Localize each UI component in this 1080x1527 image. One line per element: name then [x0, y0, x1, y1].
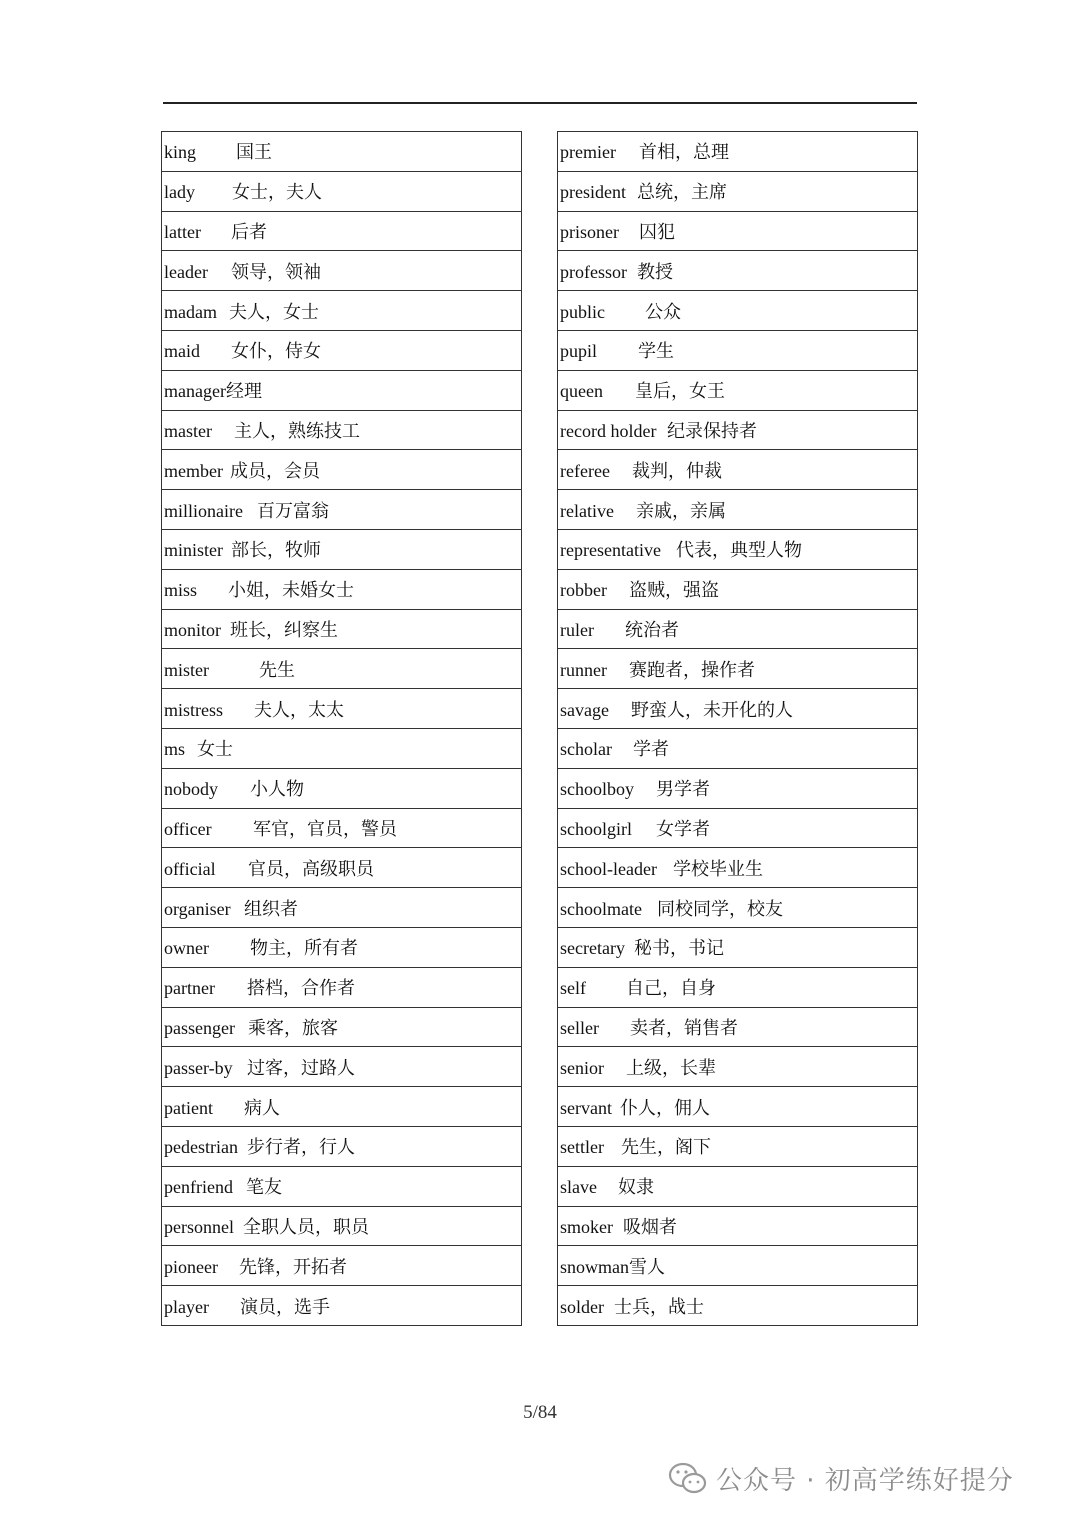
vocab-cell: [162, 330, 522, 370]
chinese-meaning: 雪人: [629, 1256, 665, 1278]
english-word: senior: [560, 1057, 604, 1078]
vocab-cell: [558, 370, 918, 410]
table-row: [558, 490, 918, 530]
chinese-meaning: 官员，高级职员: [248, 858, 374, 880]
chinese-meaning: 盗贼，强盗: [629, 580, 719, 602]
english-word: secretary: [560, 938, 625, 959]
english-word: passenger: [164, 1017, 235, 1038]
english-word: latter: [164, 221, 201, 242]
table-row: [558, 609, 918, 649]
chinese-meaning: 搭档，合作者: [247, 978, 355, 1000]
chinese-meaning: 夫人，女士: [229, 301, 319, 323]
table-row: [162, 450, 522, 490]
chinese-meaning: 秘书，书记: [634, 938, 724, 960]
english-word: schoolmate: [560, 898, 642, 919]
vocab-cell: [162, 529, 522, 569]
vocab-cell: [162, 450, 522, 490]
vocab-cell: [558, 808, 918, 848]
vocab-cell: [558, 569, 918, 609]
english-word: mister: [164, 659, 209, 680]
english-word: manager: [164, 381, 226, 402]
english-word: referee: [560, 460, 610, 481]
vocab-cell: [162, 927, 522, 967]
chinese-meaning: 学校毕业生: [673, 858, 763, 880]
chinese-meaning: 全职人员，职员: [243, 1216, 369, 1238]
table-row: [162, 728, 522, 768]
vocab-cell: [558, 330, 918, 370]
chinese-meaning: 病人: [244, 1097, 280, 1119]
chinese-meaning: 步行者，行人: [247, 1137, 355, 1159]
table-row: [162, 291, 522, 331]
vocab-cell: [558, 291, 918, 331]
english-word: smoker: [560, 1216, 613, 1237]
table-row: [558, 689, 918, 729]
english-word: ms: [164, 739, 186, 760]
english-word: savage: [560, 699, 609, 720]
chinese-meaning: 主人，熟练技工: [234, 420, 360, 442]
table-row: [558, 808, 918, 848]
chinese-meaning: 女士，夫人: [232, 182, 322, 204]
english-word: nobody: [164, 779, 218, 800]
english-word: mistress: [164, 699, 224, 720]
table-row: [558, 569, 918, 609]
english-word: school-leader: [560, 858, 657, 879]
chinese-meaning: 教授: [637, 261, 673, 283]
table-row: [558, 1206, 918, 1246]
table-row: [558, 1047, 918, 1087]
chinese-meaning: 吸烟者: [623, 1216, 677, 1238]
english-word: robber: [560, 580, 607, 601]
english-word: official: [164, 858, 216, 879]
chinese-meaning: 野蛮人，未开化的人: [631, 699, 793, 721]
english-word: settler: [560, 1137, 604, 1158]
table-row: [558, 330, 918, 370]
table-row: [162, 1087, 522, 1127]
vocab-table-right: [557, 131, 918, 1326]
wechat-icon: [668, 1462, 708, 1496]
vocab-cell: [162, 171, 522, 211]
vocab-cell: [162, 888, 522, 928]
table-row: [162, 370, 522, 410]
english-word: slave: [560, 1177, 597, 1198]
english-word: master: [164, 420, 212, 441]
table-row: [162, 888, 522, 928]
vocab-cell: [558, 211, 918, 251]
english-word: relative: [560, 500, 614, 521]
table-row: [558, 1126, 918, 1166]
chinese-meaning: 国王: [236, 142, 272, 164]
vocab-cell: [162, 569, 522, 609]
table-row: [558, 649, 918, 689]
watermark-text: 公众号 · 初高学练好提分: [716, 1466, 1014, 1496]
vocab-cell: [162, 1007, 522, 1047]
chinese-meaning: 部长，牧师: [231, 540, 321, 562]
vocab-cell: [558, 768, 918, 808]
chinese-meaning: 亲戚，亲属: [636, 500, 726, 522]
vocab-cell: [558, 1047, 918, 1087]
chinese-meaning: 赛跑者，操作者: [629, 659, 755, 681]
table-row: [162, 1206, 522, 1246]
table-row: [558, 370, 918, 410]
vocab-cell: [558, 490, 918, 530]
table-row: [558, 1246, 918, 1286]
table-row: [162, 1286, 522, 1326]
vocab-cell: [162, 370, 522, 410]
english-word: schoolboy: [560, 779, 634, 800]
chinese-meaning: 代表，典型人物: [676, 540, 802, 562]
vocab-cell: [162, 490, 522, 530]
table-row: [162, 569, 522, 609]
vocab-cell: [558, 609, 918, 649]
chinese-meaning: 小姐，未婚女士: [228, 580, 354, 602]
chinese-meaning: 军官，官员，警员: [253, 818, 397, 840]
page-number: 5/84: [523, 1402, 557, 1423]
chinese-meaning: 女学者: [656, 818, 710, 840]
english-word: queen: [560, 381, 603, 402]
table-row: [558, 1166, 918, 1206]
watermark: [668, 1460, 1014, 1497]
chinese-meaning: 先生: [259, 659, 295, 681]
english-word: public: [560, 301, 605, 322]
table-row: [162, 649, 522, 689]
table-row: [162, 689, 522, 729]
table-row: [558, 291, 918, 331]
chinese-meaning: 夫人，太太: [254, 699, 344, 721]
table-row: [558, 410, 918, 450]
english-word: organiser: [164, 898, 231, 919]
english-word: patient: [164, 1097, 213, 1118]
english-word: servant: [560, 1097, 612, 1118]
chinese-meaning: 男学者: [656, 779, 710, 801]
table-row: [558, 768, 918, 808]
chinese-meaning: 首相，总理: [639, 142, 729, 164]
vocab-cell: [162, 1206, 522, 1246]
table-row: [558, 529, 918, 569]
chinese-meaning: 女士: [197, 739, 233, 761]
vocab-cell: [162, 808, 522, 848]
chinese-meaning: 卖者，销售者: [630, 1017, 738, 1039]
english-word: leader: [164, 261, 208, 282]
table-row: [558, 171, 918, 211]
chinese-meaning: 囚犯: [639, 221, 675, 243]
vocab-cell: [558, 1007, 918, 1047]
vocab-table-left: [161, 131, 522, 1326]
english-word: monitor: [164, 619, 221, 640]
english-word: president: [560, 182, 626, 203]
chinese-meaning: 学者: [633, 739, 669, 761]
table-row: [162, 1007, 522, 1047]
table-row: [558, 927, 918, 967]
english-word: lady: [164, 182, 195, 203]
table-row: [162, 1126, 522, 1166]
chinese-meaning: 领导，领袖: [231, 261, 321, 283]
vocab-cell: [162, 689, 522, 729]
english-word: personnel: [164, 1216, 234, 1237]
vocab-cell: [558, 1126, 918, 1166]
chinese-meaning: 裁判，仲裁: [632, 460, 722, 482]
table-row: [558, 251, 918, 291]
chinese-meaning: 奴隶: [618, 1177, 654, 1199]
vocab-cell: [162, 649, 522, 689]
header-rule: [163, 102, 917, 104]
vocab-cell: [162, 1166, 522, 1206]
chinese-meaning: 过客，过路人: [247, 1057, 355, 1079]
chinese-meaning: 皇后，女王: [635, 381, 725, 403]
english-word: professor: [560, 261, 627, 282]
vocab-cell: [558, 728, 918, 768]
vocab-cell: [558, 1206, 918, 1246]
english-word: penfriend: [164, 1177, 233, 1198]
table-row: [162, 490, 522, 530]
table-row: [162, 211, 522, 251]
english-word: owner: [164, 938, 209, 959]
chinese-meaning: 物主，所有者: [250, 938, 358, 960]
vocab-cell: [558, 1166, 918, 1206]
vocab-cell: [558, 888, 918, 928]
chinese-meaning: 先生，阁下: [621, 1137, 711, 1159]
vocab-cell: [162, 1126, 522, 1166]
table-row: [558, 211, 918, 251]
english-word: runner: [560, 659, 607, 680]
vocab-cell: [162, 251, 522, 291]
vocab-cell: [162, 132, 522, 172]
table-row: [558, 888, 918, 928]
table-row: [558, 450, 918, 490]
table-row: [162, 251, 522, 291]
vocab-cell: [162, 728, 522, 768]
table-row: [558, 132, 918, 172]
english-word: partner: [164, 978, 215, 999]
english-word: record holder: [560, 420, 657, 441]
chinese-meaning: 班长，纠察生: [230, 619, 338, 641]
english-word: madam: [164, 301, 217, 322]
table-row: [558, 1087, 918, 1127]
chinese-meaning: 后者: [231, 221, 267, 243]
chinese-meaning: 纪录保持者: [667, 420, 757, 442]
table-row: [162, 529, 522, 569]
chinese-meaning: 小人物: [250, 779, 304, 801]
chinese-meaning: 统治者: [625, 619, 679, 641]
chinese-meaning: 女仆，侍女: [231, 341, 321, 363]
english-word: ruler: [560, 619, 594, 640]
chinese-meaning: 自己，自身: [626, 978, 716, 1000]
table-row: [558, 1007, 918, 1047]
english-word: player: [164, 1296, 209, 1317]
table-row: [162, 609, 522, 649]
vocab-cell: [162, 1286, 522, 1326]
english-word: pioneer: [164, 1256, 218, 1277]
english-word: millionaire: [164, 500, 243, 521]
vocab-cell: [162, 967, 522, 1007]
vocab-cell: [162, 768, 522, 808]
english-word: self: [560, 978, 586, 999]
vocab-cell: [558, 848, 918, 888]
english-word: king: [164, 142, 197, 163]
vocab-cell: [162, 1047, 522, 1087]
chinese-meaning: 成员，会员: [230, 460, 320, 482]
vocab-cell: [558, 529, 918, 569]
table-row: [558, 967, 918, 1007]
table-row: [162, 967, 522, 1007]
table-row: [558, 728, 918, 768]
table-row: [558, 1286, 918, 1326]
vocab-cell: [558, 171, 918, 211]
table-row: [162, 768, 522, 808]
english-word: officer: [164, 818, 212, 839]
chinese-meaning: 学生: [638, 341, 674, 363]
vocab-cell: [558, 1286, 918, 1326]
vocab-cell: [558, 689, 918, 729]
vocab-cell: [558, 1246, 918, 1286]
chinese-meaning: 组织者: [244, 898, 298, 920]
chinese-meaning: 先锋，开拓者: [239, 1256, 347, 1278]
vocab-cell: [558, 967, 918, 1007]
vocab-cell: [558, 251, 918, 291]
chinese-meaning: 演员，选手: [240, 1296, 330, 1318]
english-word: pupil: [560, 341, 598, 362]
table-row: [162, 132, 522, 172]
chinese-meaning: 总统，主席: [637, 182, 727, 204]
chinese-meaning: 公众: [645, 301, 681, 323]
english-word: maid: [164, 341, 200, 362]
table-row: [162, 171, 522, 211]
chinese-meaning: 士兵，战士: [614, 1296, 704, 1318]
vocab-cell: [162, 1246, 522, 1286]
chinese-meaning: 经理: [225, 381, 262, 403]
vocab-cell: [162, 1087, 522, 1127]
english-word: passer-by: [164, 1057, 233, 1078]
vocab-cell: [162, 410, 522, 450]
english-word: scholar: [560, 739, 612, 760]
english-word: representative: [560, 540, 661, 561]
english-word: pedestrian: [164, 1137, 238, 1158]
english-word: minister: [164, 540, 223, 561]
english-word: member: [164, 460, 223, 481]
english-word: prisoner: [560, 221, 619, 242]
vocab-cell: [558, 927, 918, 967]
english-word: solder: [560, 1296, 604, 1317]
vocab-cell: [558, 410, 918, 450]
english-word: schoolgirl: [560, 818, 632, 839]
english-word: miss: [164, 580, 198, 601]
table-row: [558, 848, 918, 888]
chinese-meaning: 笔友: [246, 1177, 282, 1199]
chinese-meaning: 百万富翁: [257, 500, 329, 522]
vocab-cell: [558, 132, 918, 172]
vocab-cell: [162, 848, 522, 888]
table-row: [162, 330, 522, 370]
vocab-cell: [162, 211, 522, 251]
chinese-meaning: 同校同学，校友: [657, 898, 783, 920]
table-row: [162, 1047, 522, 1087]
english-word: seller: [560, 1017, 599, 1038]
chinese-meaning: 仆人，佣人: [620, 1097, 710, 1119]
table-row: [162, 927, 522, 967]
table-row: [162, 848, 522, 888]
vocab-cell: [558, 649, 918, 689]
table-row: [162, 808, 522, 848]
chinese-meaning: 乘客，旅客: [248, 1017, 338, 1039]
english-word: premier: [560, 142, 616, 163]
vocab-cell: [162, 609, 522, 649]
vocab-cell: [558, 450, 918, 490]
english-word: snowman: [560, 1256, 629, 1277]
table-row: [162, 1246, 522, 1286]
chinese-meaning: 上级，长辈: [626, 1057, 716, 1079]
vocab-cell: [558, 1087, 918, 1127]
vocab-cell: [162, 291, 522, 331]
table-row: [162, 410, 522, 450]
table-row: [162, 1166, 522, 1206]
